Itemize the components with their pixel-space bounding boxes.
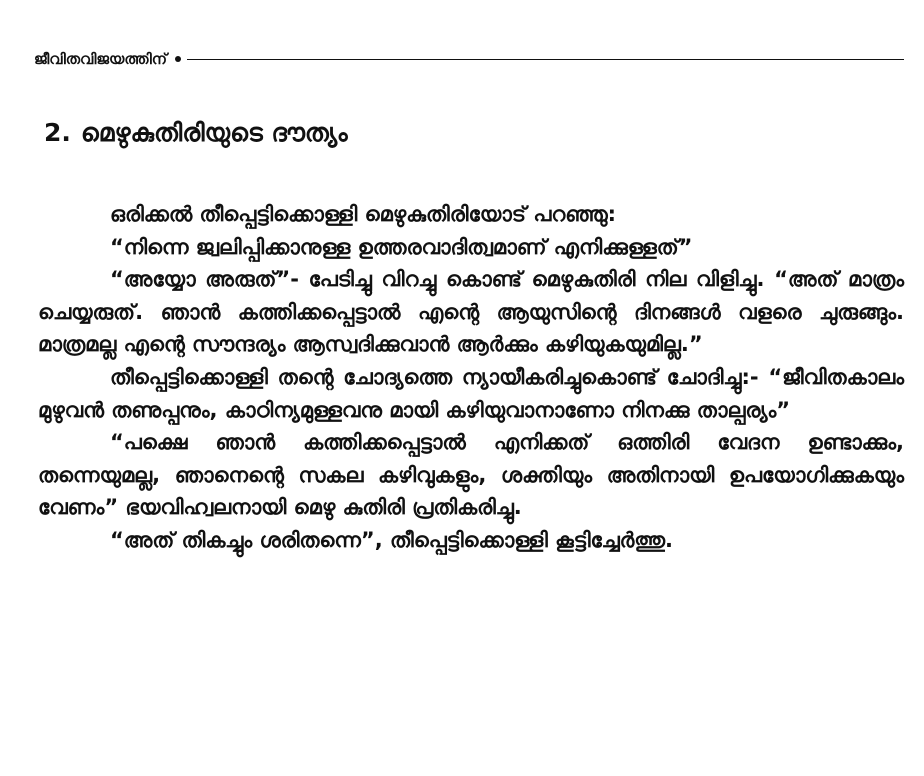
chapter-heading [44,118,348,148]
body-text [38,198,904,557]
paragraph: ഒരിക്കൽ തീപ്പെട്ടിക്കൊള്ളി മെഴുകുതിരിയോട് പറഞ്ഞു: [110,202,617,226]
bullet-icon [175,56,181,62]
paragraph: തീപ്പെട്ടിക്കൊള്ളി തന്റെ ചോദ്യത്തെ ന്യായീകരിച്ചുകൊണ്ട് ചോദിച്ചു:- “ജീവിതകാലം മുഴുവൻ തണുപ്പനും, കാഠിന്യമുള്ളവനു മായി കഴിയുവാനാണോ നിനക്കു താല്പര്യം” [38,364,904,422]
paragraph: “അത് തികച്ചും ശരിതന്നെ”, തീപ്പെട്ടിക്കൊള്ളി കൂട്ടിച്ചേർത്തു. [110,527,674,552]
header-rule [187,59,904,60]
chapter-number: 2. [44,118,71,147]
paragraph: “അയ്യോ അരുത്”- പേടിച്ചു വിറച്ചു കൊണ്ട് മെഴുകുതിരി നില വിളിച്ചു. “അത് മാത്രം ചെയ്യരുത്. ഞാൻ കത്തിക്കപ്പെട്ടാൽ എന്റെ ആയുസിന്റെ ദിനങ്ങൾ വളരെ ചുരുങ്ങും. മാത്രമല്ല എന്റെ സൗന്ദര്യം ആസ്വദിക്കുവാൻ ആർക്കും കഴിയുകയുമില്ല.” [38,267,904,357]
running-header-title: ജീവിതവിജയത്തിന് [34,50,167,68]
chapter-title: മെഴുകുതിരിയുടെ ദൗത്യം [80,118,348,147]
running-header [34,44,904,74]
paragraph: “പക്ഷെ ഞാൻ കത്തിക്കപ്പെട്ടാൽ എനിക്കത് ഒത്തിരി വേദന ഉണ്ടാക്കും, തന്നെയുമല്ല, ഞാനെന്റെ സകല കഴിവുകളും, ശക്തിയും അതിനായി ഉപയോഗിക്കുകയും വേണം” ഭയവിഹ്വലനായി മെഴു കുതിരി പ്രതികരിച്ചു. [38,430,904,520]
paragraph: “നിന്നെ ജ്വലിപ്പിക്കാനുള്ള ഉത്തരവാദിത്വമാണ് എനിക്കുള്ളത്” [110,234,693,259]
